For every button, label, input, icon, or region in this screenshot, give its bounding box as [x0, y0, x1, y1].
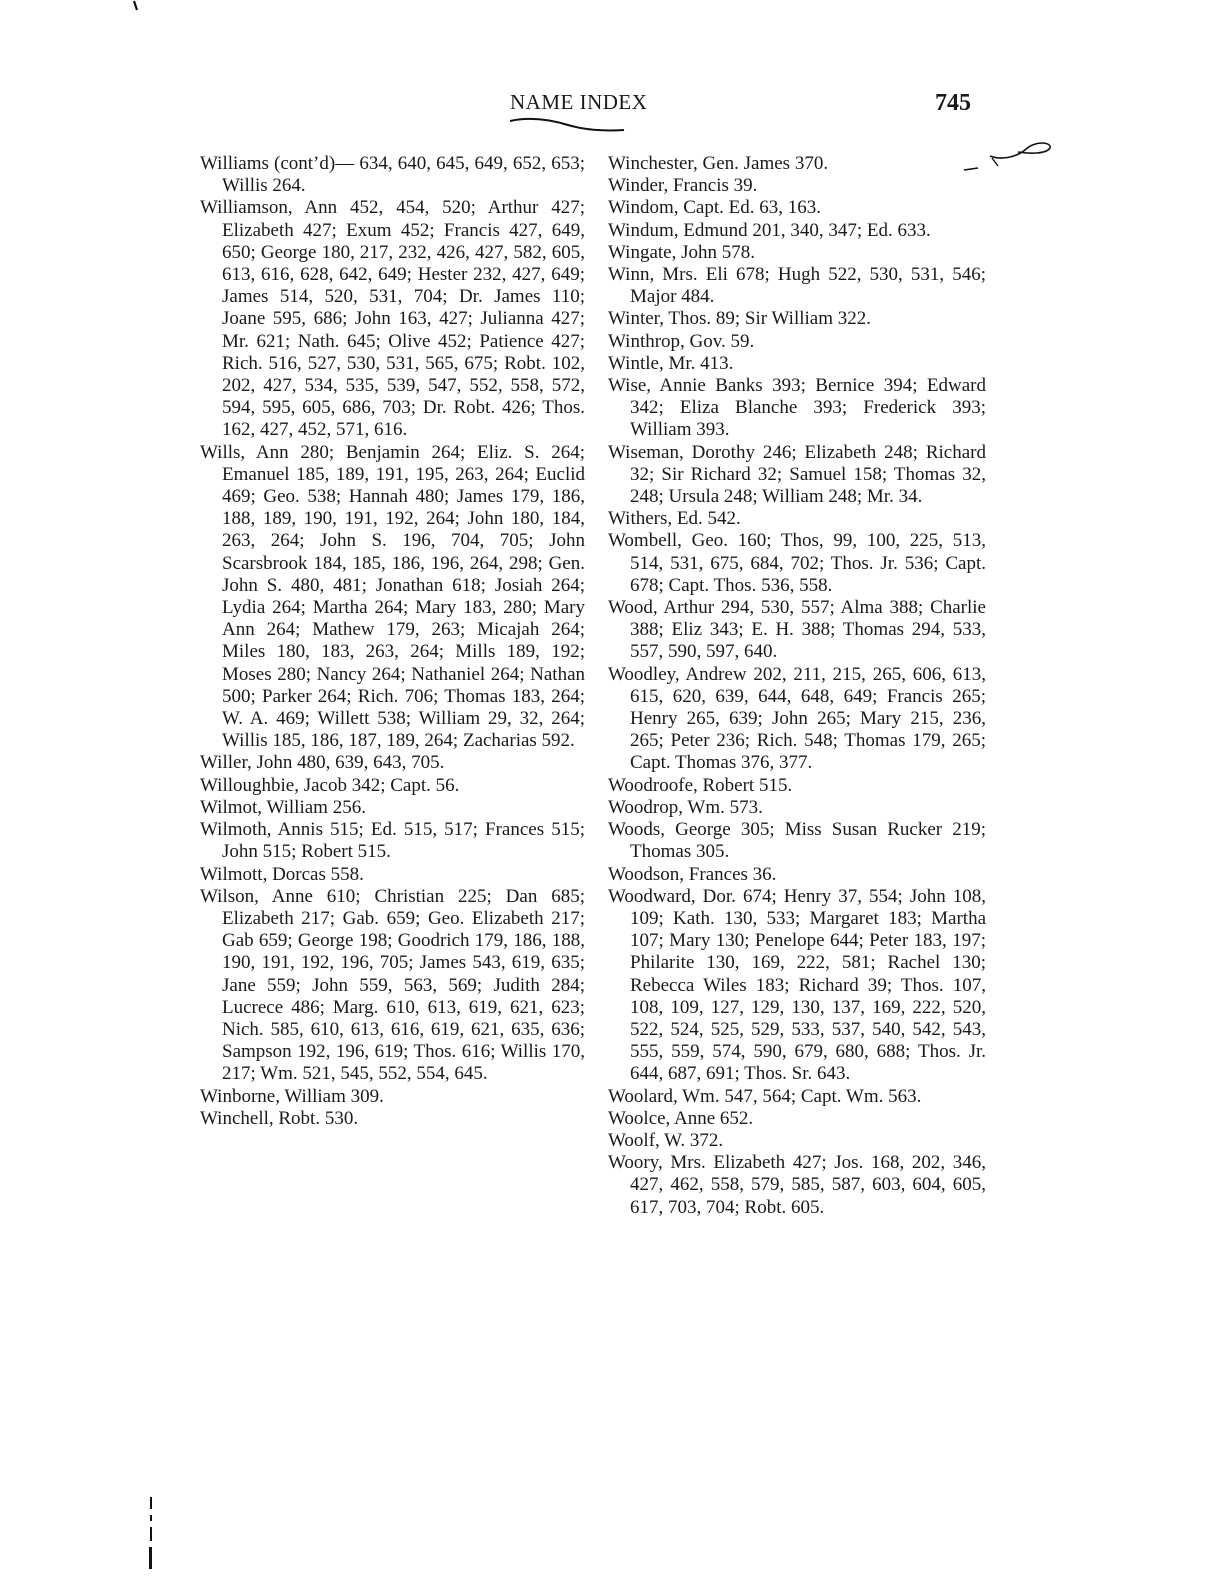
index-entry: Winborne, William 309.: [200, 1085, 384, 1107]
index-entry: Wiseman, Dorothy 246; Elizabeth 248; Richard 32; Sir Richard 32; Samuel 158; Thomas 32, 248; Ursula 248; William 248; Mr. 34.: [608, 441, 986, 508]
index-entry: Wilmoth, Annis 515; Ed. 515, 517; Frances 515; John 515; Robert 515.: [200, 819, 585, 863]
index-entry: Winter, Thos. 89; Sir William 322.: [608, 308, 871, 330]
index-entry: Winthrop, Gov. 59.: [608, 330, 755, 352]
index-entry: Winn, Mrs. Eli 678; Hugh 522, 530, 531, 546; Major 484.: [608, 264, 986, 308]
index-entry: Winder, Francis 39.: [608, 175, 758, 197]
index-entry: Wills, Ann 280; Benjamin 264; Eliz. S. 264; Emanuel 185, 189, 191, 195, 263, 264; Euclid 469; Geo. 538; Hannah 480; James 179, 186, 188, 189, 190, 191, 192, 264; John 180, 184, 263, 264; John S. 196, 704, 705; John Scarsbrook 184, 185, 186, 196, 264, 298; Gen. John S. 480, 481; Jonathan 618; Josiah 264; Lydia 264; Martha 264; Mary 183, 280; Mary Ann 264; Mathew 179, 263; Micajah 264; Miles 180, 183, 263, 264; Mills 189, 192; Moses 280; Nancy 264; Nathaniel 264; Nathan 500; Parker 264; Rich. 706; Thomas 183, 264; W. A. 469; Willett 538; William 29, 32, 264; Willis 185, 186, 187, 189, 264; Zacharias 592.: [200, 441, 585, 752]
index-column-right: [608, 153, 986, 1219]
index-entry: Woodrop, Wm. 573.: [608, 796, 763, 818]
index-entry: Willoughbie, Jacob 342; Capt. 56.: [200, 774, 460, 796]
index-entry: Woods, George 305; Miss Susan Rucker 219; Thomas 305.: [608, 819, 986, 863]
index-entry: Williams (cont’d)— 634, 640, 645, 649, 652, 653; Willis 264.: [200, 153, 585, 197]
index-entry: Withers, Ed. 542.: [608, 508, 741, 530]
index-entry: Woodroofe, Robert 515.: [608, 774, 793, 796]
index-entry: Williamson, Ann 452, 454, 520; Arthur 427; Elizabeth 427; Exum 452; Francis 427, 649, 650; George 180, 217, 232, 426, 427, 582, 605, 613, 616, 628, 642, 649; Hester 232, 427, 649; James 514, 520, 531, 704; Dr. James 110; Joane 595, 686; John 163, 427; Julianna 427; Mr. 621; Nath. 645; Olive 452; Patience 427; Rich. 516, 527, 530, 531, 565, 675; Robt. 102, 202, 427, 534, 535, 539, 547, 552, 558, 572, 594, 595, 605, 686, 703; Dr. Robt. 426; Thos. 162, 427, 452, 571, 616.: [200, 197, 585, 441]
index-entry: Wise, Annie Banks 393; Bernice 394; Edward 342; Eliza Blanche 393; Frederick 393; William 393.: [608, 375, 986, 441]
index-entry: Woodley, Andrew 202, 211, 215, 265, 606, 613, 615, 620, 639, 644, 648, 649; Francis 265; Henry 265, 639; John 265; Mary 215, 236, 265; Peter 236; Rich. 548; Thomas 179, 265; Capt. Thomas 376, 377.: [608, 663, 986, 774]
page-number: 745: [935, 90, 971, 116]
index-entry: Willer, John 480, 639, 643, 705.: [200, 752, 445, 774]
index-entry: Wombell, Geo. 160; Thos, 99, 100, 225, 513, 514, 531, 675, 684, 702; Thos. Jr. 536; Capt. 678; Capt. Thos. 536, 558.: [608, 530, 986, 596]
corner-mark: [130, 0, 142, 14]
index-entry: Woodson, Frances 36.: [608, 863, 777, 885]
index-entry: Wood, Arthur 294, 530, 557; Alma 388; Charlie 388; Eliz 343; E. H. 388; Thomas 294, 533, 557, 590, 597, 640.: [608, 597, 986, 663]
index-entry: Wingate, John 578.: [608, 241, 755, 263]
pen-underline-mark: [508, 113, 628, 135]
index-entry: Woodward, Dor. 674; Henry 37, 554; John 108, 109; Kath. 130, 533; Margaret 183; Martha 107; Mary 130; Penelope 644; Peter 183, 197; Philarite 130, 169, 222, 581; Rachel 130; Rebecca Wiles 183; Richard 39; Thos. 107, 108, 109, 127, 129, 130, 137, 169, 222, 520, 522, 524, 525, 529, 533, 537, 540, 542, 543, 555, 559, 574, 590, 679, 680, 688; Thos. Jr. 644, 687, 691; Thos. Sr. 643.: [608, 885, 986, 1085]
index-entry: Woory, Mrs. Elizabeth 427; Jos. 168, 202, 346, 427, 462, 558, 579, 585, 587, 603, 604, 605, 617, 703, 704; Robt. 605.: [608, 1152, 986, 1218]
index-entry: Windom, Capt. Ed. 63, 163.: [608, 197, 821, 219]
page-title: NAME INDEX: [510, 90, 648, 114]
index-entry: Wilmot, William 256.: [200, 796, 366, 818]
index-entry: Windum, Edmund 201, 340, 347; Ed. 633.: [608, 219, 931, 241]
index-entry: Winchester, Gen. James 370.: [608, 153, 829, 174]
index-entry: Wintle, Mr. 413.: [608, 352, 734, 374]
index-entry: Woolard, Wm. 547, 564; Capt. Wm. 563.: [608, 1085, 922, 1107]
index-entry: Wilson, Anne 610; Christian 225; Dan 685; Elizabeth 217; Gab. 659; Geo. Elizabeth 217; Gab 659; George 198; Goodrich 179, 186, 188, 190, 191, 192, 196, 705; James 543, 619, 635; Jane 559; John 559, 563, 569; Judith 284; Lucrece 486; Marg. 610, 613, 619, 621, 623; Nich. 585, 610, 613, 616, 619, 621, 635, 636; Sampson 192, 196, 619; Thos. 616; Willis 170, 217; Wm. 521, 545, 552, 554, 645.: [200, 885, 585, 1085]
index-column-left: [200, 153, 585, 1130]
index-entry: Woolce, Anne 652.: [608, 1107, 754, 1129]
scan-specks: [145, 1495, 165, 1575]
index-entry: Wilmott, Dorcas 558.: [200, 863, 364, 885]
index-entry: Woolf, W. 372.: [608, 1129, 724, 1151]
index-entry: Winchell, Robt. 530.: [200, 1107, 359, 1129]
